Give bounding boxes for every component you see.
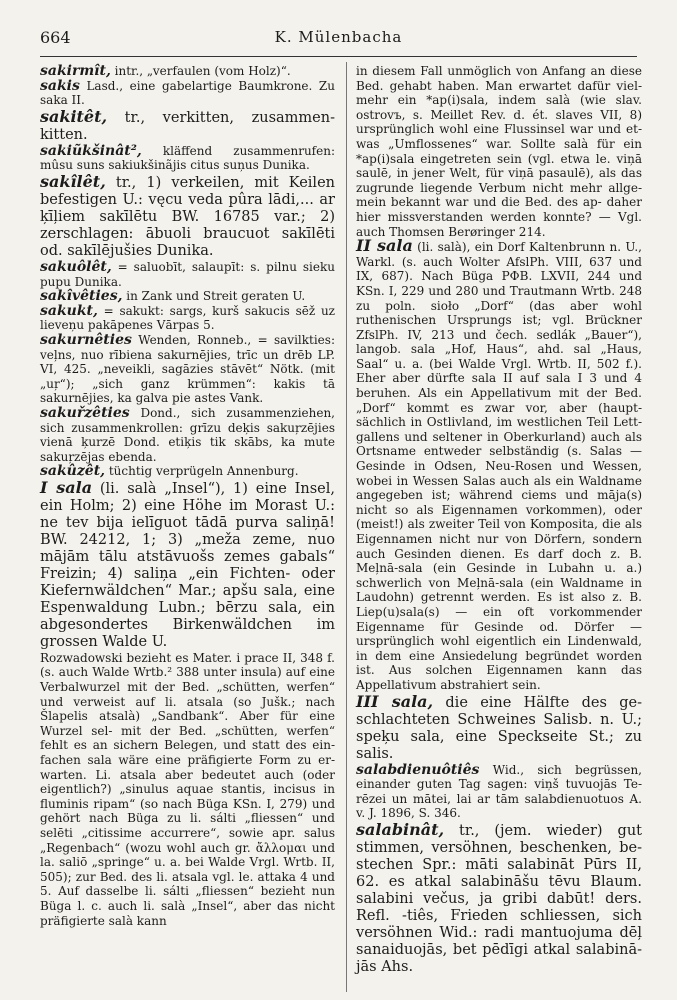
entry-text: die eine Hälfte des geschlachteten Schweines Salisb. n. U.; speķu sala, eine Speckseite St.; zu salis. [356,694,642,762]
entry-text: = sakukt: sargs, kurš sakucis sēž uz lieveņu pakāpenes Vārpas 5. [40,303,335,333]
entry-headword: sakûzêt, [40,463,106,480]
dictionary-entry [40,333,335,406]
dictionary-entry [40,479,335,651]
dictionary-entry [40,464,335,479]
entry-text: Rozwadowski bezieht es Mater. i prace II, 348 f. (s. auch Walde Wrtb.² 388 unter insula) auf eine Verbalwurzel mit der Bed. „schütten, werfen“ und verweist auf li. atsala (so Jušk.; nach Šlapelis atsalà) „Sandbank“. Aber für eine Wurzel sel- mit der Bed. „schütten, werfen“ fehlt es an sichern Belegen, und statt des einfachen sala wäre eine präfigierte Form zu erwarten. Li. atsala aber bedeutet auch (oder eigentlich?) „sinulus aquae stantis, incisus in fluminis ripam“ (so nach Büga KSn. I, 279) und gehört nach Büga zu li. sálti „fliessen“ und selēti „citissime accurrere“, sowie apr. salus „Regenbach“ (wozu wohl auch gr. ἄλλομαι und la. saliō „springe“ u. a. bei Walde Vrgl. Wrtb. II, 505); zur Bed. des li. atsala vgl. le. attaka 4 und 5. Auf dasselbe li. sálti „fliessen“ bezieht nun Büga l. c. auch li. salà „Insel“, aber das nicht präfigierte salà kann [40,650,335,928]
entry-headword: sakîlêt, [40,171,106,191]
dictionary-entry [356,64,642,239]
entry-headword: sakukt, [40,302,98,319]
dictionary-entry [356,236,642,692]
dictionary-entry [40,108,335,144]
entry-headword: sakiũkšinât², [40,142,142,159]
dictionary-entry [40,651,335,928]
entry-text: in diesem Fall unmöglich von Anfang an diese Bed. gehabt haben. Man erwartet dafür vielmehr ein *ap(i)sala, indem salà (wie slav. ostrovъ, s. Meillet Rev. d. ét. slaves VII, 8) ursprünglich wohl eine Flussinsel war und etwas „Umflossenes“ war. Sollte salà für ein *ap(i)sala eingetreten sein (vgl. etwa le. viņā saulē, in jener Welt, für viņā pasaulē), als das zugrunde liegende Verbum nicht mehr allgemein bekannt war und die Bed. des ap- daher hier missverstanden werden konnte? — Vgl. auch Thomsen Berøringer 214. [356,64,642,239]
dictionary-entry [40,144,335,173]
column-divider [346,62,347,992]
dictionary-entry [356,821,642,976]
entry-headword: sakîvêties, [40,288,123,305]
dictionary-entry [40,173,335,260]
entry-headword: III sala, [356,691,434,711]
entry-headword: sakuřzêties [40,404,130,421]
entry-headword: II sala [356,236,413,256]
left-column [40,64,335,928]
entry-text: tr., 1) verkeilen, mit Keilen befestigen U.: vęcu veda pûra lādi,... ar ķīļiem sakīlētu BW. 16785 var.; 2) zerschlagen: ābuoli braucuot sakīlēti od. sakīlējušies Dunika. [40,174,335,259]
dictionary-entry [40,260,335,289]
dictionary-entry [40,79,335,108]
entry-headword: sakitêt, [40,106,108,126]
entry-text: = saluobīt, salaupīt: s. pilnu sieku pupu Dunika. [40,259,335,289]
entry-text: tr., (jem. wieder) gut stimmen, versöhnen, beschenken, bestechen Spr.: māti salabināt Pūrs II, 62. es atkal salabināšu tēvu Blaum. salabini večus, ja gribi dabūt! ders. Refl. -tiês, Frieden schliessen, sich versöhnen Wid.: radi mantuojuma dēļ sanaiduojās, bet pēdīgi atkal salabinājās Ahs. [356,822,642,975]
entry-headword: I sala [40,477,93,497]
entry-text: Dond., sich zusammenziehen, sich zusammenkrollen: grīzu deķis sakuŗzējies vienā ķurzē Dond. etiķis tik skābs, ka mute sakuŗzējas ebenda. [40,405,335,464]
entry-headword: salabinât, [356,819,445,839]
entry-headword: salabdienuôtiês [356,761,480,778]
entry-text: (li. salà), ein Dorf Kaltenbrunn n. U., Warkl. (s. auch Wolter AfslPh. VIII, 637 und IX, 687). Nach Büga РФВ. LXVII, 244 und KSn. I, 229 und 280 und Trautmann Wrtb. 248 zu poln. sioło „Dorf“ (das aber wohl ruthenischen Ursprungs ist; vgl. Brückner ZfslPh. IV, 213 und čech. sedlák „Bauer“), langob. sala „Hof, Haus“, ahd. sal „Haus, Saal“ u. a. (bei Walde Vrgl. Wrtb. II, 502 f.). Eher aber dürfte sala II auf sala I 3 und 4 beruhen. Als ein Appellativum mit der Bed. „Dorf“ kommt es zwar vor, aber (hauptsächlich in Ostlivland, im westlichen Teil Lettgallens und seltener in Oberkurland) auch als Ortsname entweder selbständig (s. Salas — Gesinde in Odsen, Neu-Rosen und Wessen, wobei in Wessen Salas auch als ein Waldname angegeben ist; während ciems und māja(s) nicht so als Eigennamen vorkommen), oder (meist!) als zweiter Teil von Komposita, die als Eigennamen nicht nur von Dörfern, sondern auch Gesinden dienen. Es darf doch z. B. Meļnā-sala (ein Gesinde in Lubahn u. a.) schwerlich von Meļnā-sala (ein Waldname in Laudohn) getrennt werden. Es ist also z. B. Liep(u)sala(s) — ein oft vorkommender Eigenname für Gesinde od. Dörfer — ursprünglich wohl eigentlich ein Lindenwald, in dem eine Ansiedelung begründet worden ist. Aus solchen Eigennamen kann das Appellativum abstrahiert sein. [356,240,642,692]
right-column [356,64,642,976]
entry-headword: sakis [40,77,80,94]
page-number: 664 [40,28,71,47]
entry-text: in Zank und Streit geraten U. [122,289,306,304]
dictionary-entry [40,289,335,304]
entry-text: Lasd., eine gabelartige Baumkrone. Zu saka II. [40,78,335,108]
entry-headword: sakuôlêt, [40,258,112,275]
page-header [40,28,637,52]
dictionary-entry [356,763,642,821]
dictionary-entry [40,304,335,333]
entry-headword: sakirmît, [40,63,111,79]
header-rule [40,56,637,57]
entry-text: (li. salà „Insel“), 1) eine Insel, ein Holm; 2) eine Höhe im Morast U.: ne tev bija ielīguot tādā purva saliņā! BW. 24212, 1; 3) „meža zeme, nuo mājām tālu atstāvuošs zemes gabals“ Freizin; 4) saliņa „ein Fichten- oder Kiefernwäldchen“ Mar.; apšu sala, eine Espenwaldung Lubn.; bērzu sala, ein abgesondertes Birkenwäldchen im grossen Walde U. [40,480,335,650]
dictionary-entry [40,406,335,464]
entry-text: kläffend zusammenrufen: mûsu suns sakiukšinãjis citus suņus Dunika. [40,143,335,173]
entry-text: tr., verkitten, zusammenkitten. [40,109,335,143]
entry-text: Wenden, Ronneb., = savilkties: veļns, nuo rībiena sakurnējies, trīc un drēb LP. VI, 425. „neveikli, sagāzies stāvēt“ Nötk. (mit „uŗ“); „sich ganz krümmen“: kakis tā sakurnējies, ka galva pie astes Vank. [40,332,335,406]
entry-headword: sakurnêties [40,331,132,348]
entry-text: intr., „verfaulen (vom Holz)“. [110,64,291,78]
dictionary-entry [356,693,642,763]
entry-text: Wid., sich begrüssen, einander guten Tag sagen: viņš tuvuojās Terēzei un mātei, lai ar tām salabdienuotuos A. v. J. 1896, S. 346. [356,762,642,821]
dictionary-entry [40,64,335,79]
entry-text: tüchtig verprügeln Annenburg. [105,464,299,479]
running-head: K. Mülenbacha [274,28,403,46]
